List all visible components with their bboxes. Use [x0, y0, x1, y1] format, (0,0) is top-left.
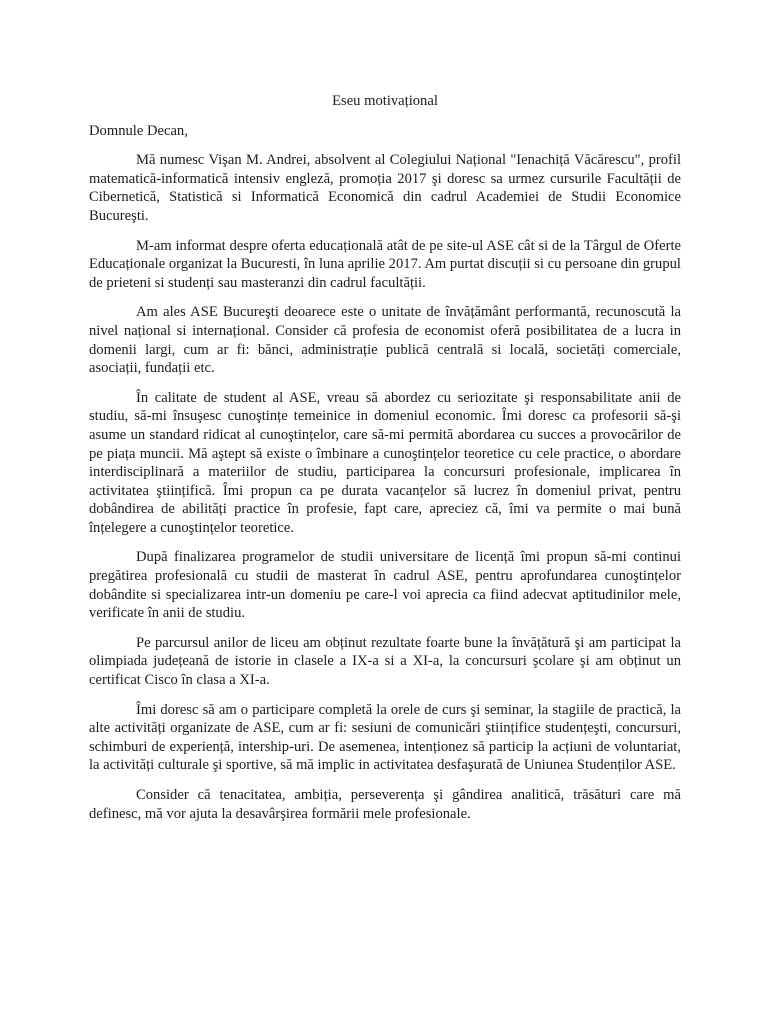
paragraph-information-sources: M-am informat despre oferta educațională atât de pe site-ul ASE cât si de la Târgul de Oferte Educaționale organizat la Bucuresti, în luna aprilie 2017. Am purtat discuții si cu persoane din grupul de prieteni si studenți sau masteranzi din cadrul facultății.	[89, 237, 681, 291]
paragraph-reasons: Am ales ASE Bucureşti deoarece este o unitate de învățământ performantă, recunoscută la nivel național si internațional. Consider că profesia de economist oferă posibilitatea de a lucra in domenii largi, cum ar fi: bănci, administrație publică centrală si locală, societăți comerciale, asociații, fundații etc.	[89, 304, 681, 377]
document-title: Eseu motivațional	[332, 93, 438, 109]
essay-page	[89, 92, 681, 834]
paragraph-involvement: Îmi doresc să am o participare completă la orele de curs şi seminar, la stagiile de practică, la alte activități organizate de ASE, cum ar fi: sesiuni de comunicări ştiințifice studențeşti, concursuri, schimburi de experiență, intership-uri. De asemenea, intenționez să particip la acțiuni de voluntariat, la activități culturale şi sportive, să mă implic in activitatea desfaşurată de Uniunea Studenților ASE.	[89, 701, 681, 774]
greeting: Domnule Decan,	[89, 122, 188, 139]
paragraph-expectations: În calitate de student al ASE, vreau să abordez cu seriozitate şi responsabilitate anii de studiu, să-mi însuşesc cunoştințe temeinice in domeniul economic. Îmi doresc ca profesorii să-şi asume un standard ridicat al cunoştințelor, care să-mi permită abordarea cu succes a provocărilor de pe piața muncii. Mă aştept să existe o îmbinare a cunoştințelor teoretice cu cele practice, o abordare interdisciplinară a materiilor de studiu, participarea la concursuri profesionale, implicarea în activitatea ştiințifică. Îmi propun ca pe durata vacanțelor să lucrez în domeniul privat, pentru dobândirea de abilități practice în profesie, fapt care, apreciez că, îmi va permite o mai bună înțelegere a cunoştințelor teoretice.	[89, 389, 681, 536]
paragraph-conclusion: Consider că tenacitatea, ambiția, perseverența şi gândirea analitică, trăsături care mă definesc, mă vor ajuta la desavârşirea formării mele profesionale.	[89, 787, 681, 822]
paragraph-introduction: Mă numesc Vişan M. Andrei, absolvent al Colegiului Național "Ienachiță Văcărescu", profil matematică-informatică intensiv engleză, promoția 2017 şi doresc sa urmez cursurile Facultății de Cibernetică, Statistică si Informatică Economică din cadrul Academiei de Studii Economice Bucureşti.	[89, 152, 681, 224]
paragraph-achievements: Pe parcursul anilor de liceu am obținut rezultate foarte bune la învățătură şi am participat la olimpiada județeană de istorie in clasele a IX-a si a XI-a, la concursuri şcolare şi am obținut un certificat Cisco în clasa a XI-a.	[89, 634, 681, 689]
paragraph-future-plans: După finalizarea programelor de studii universitare de licență îmi propun să-mi continui pregătirea profesională cu studii de masterat în cadrul ASE, pentru aprofundarea cunoştințelor dobândite si specializarea intr-un domeniu pe care-l voi aprecia ca fiind adecvat aptitudinilor mele, verificate în anii de studiu.	[89, 549, 681, 622]
